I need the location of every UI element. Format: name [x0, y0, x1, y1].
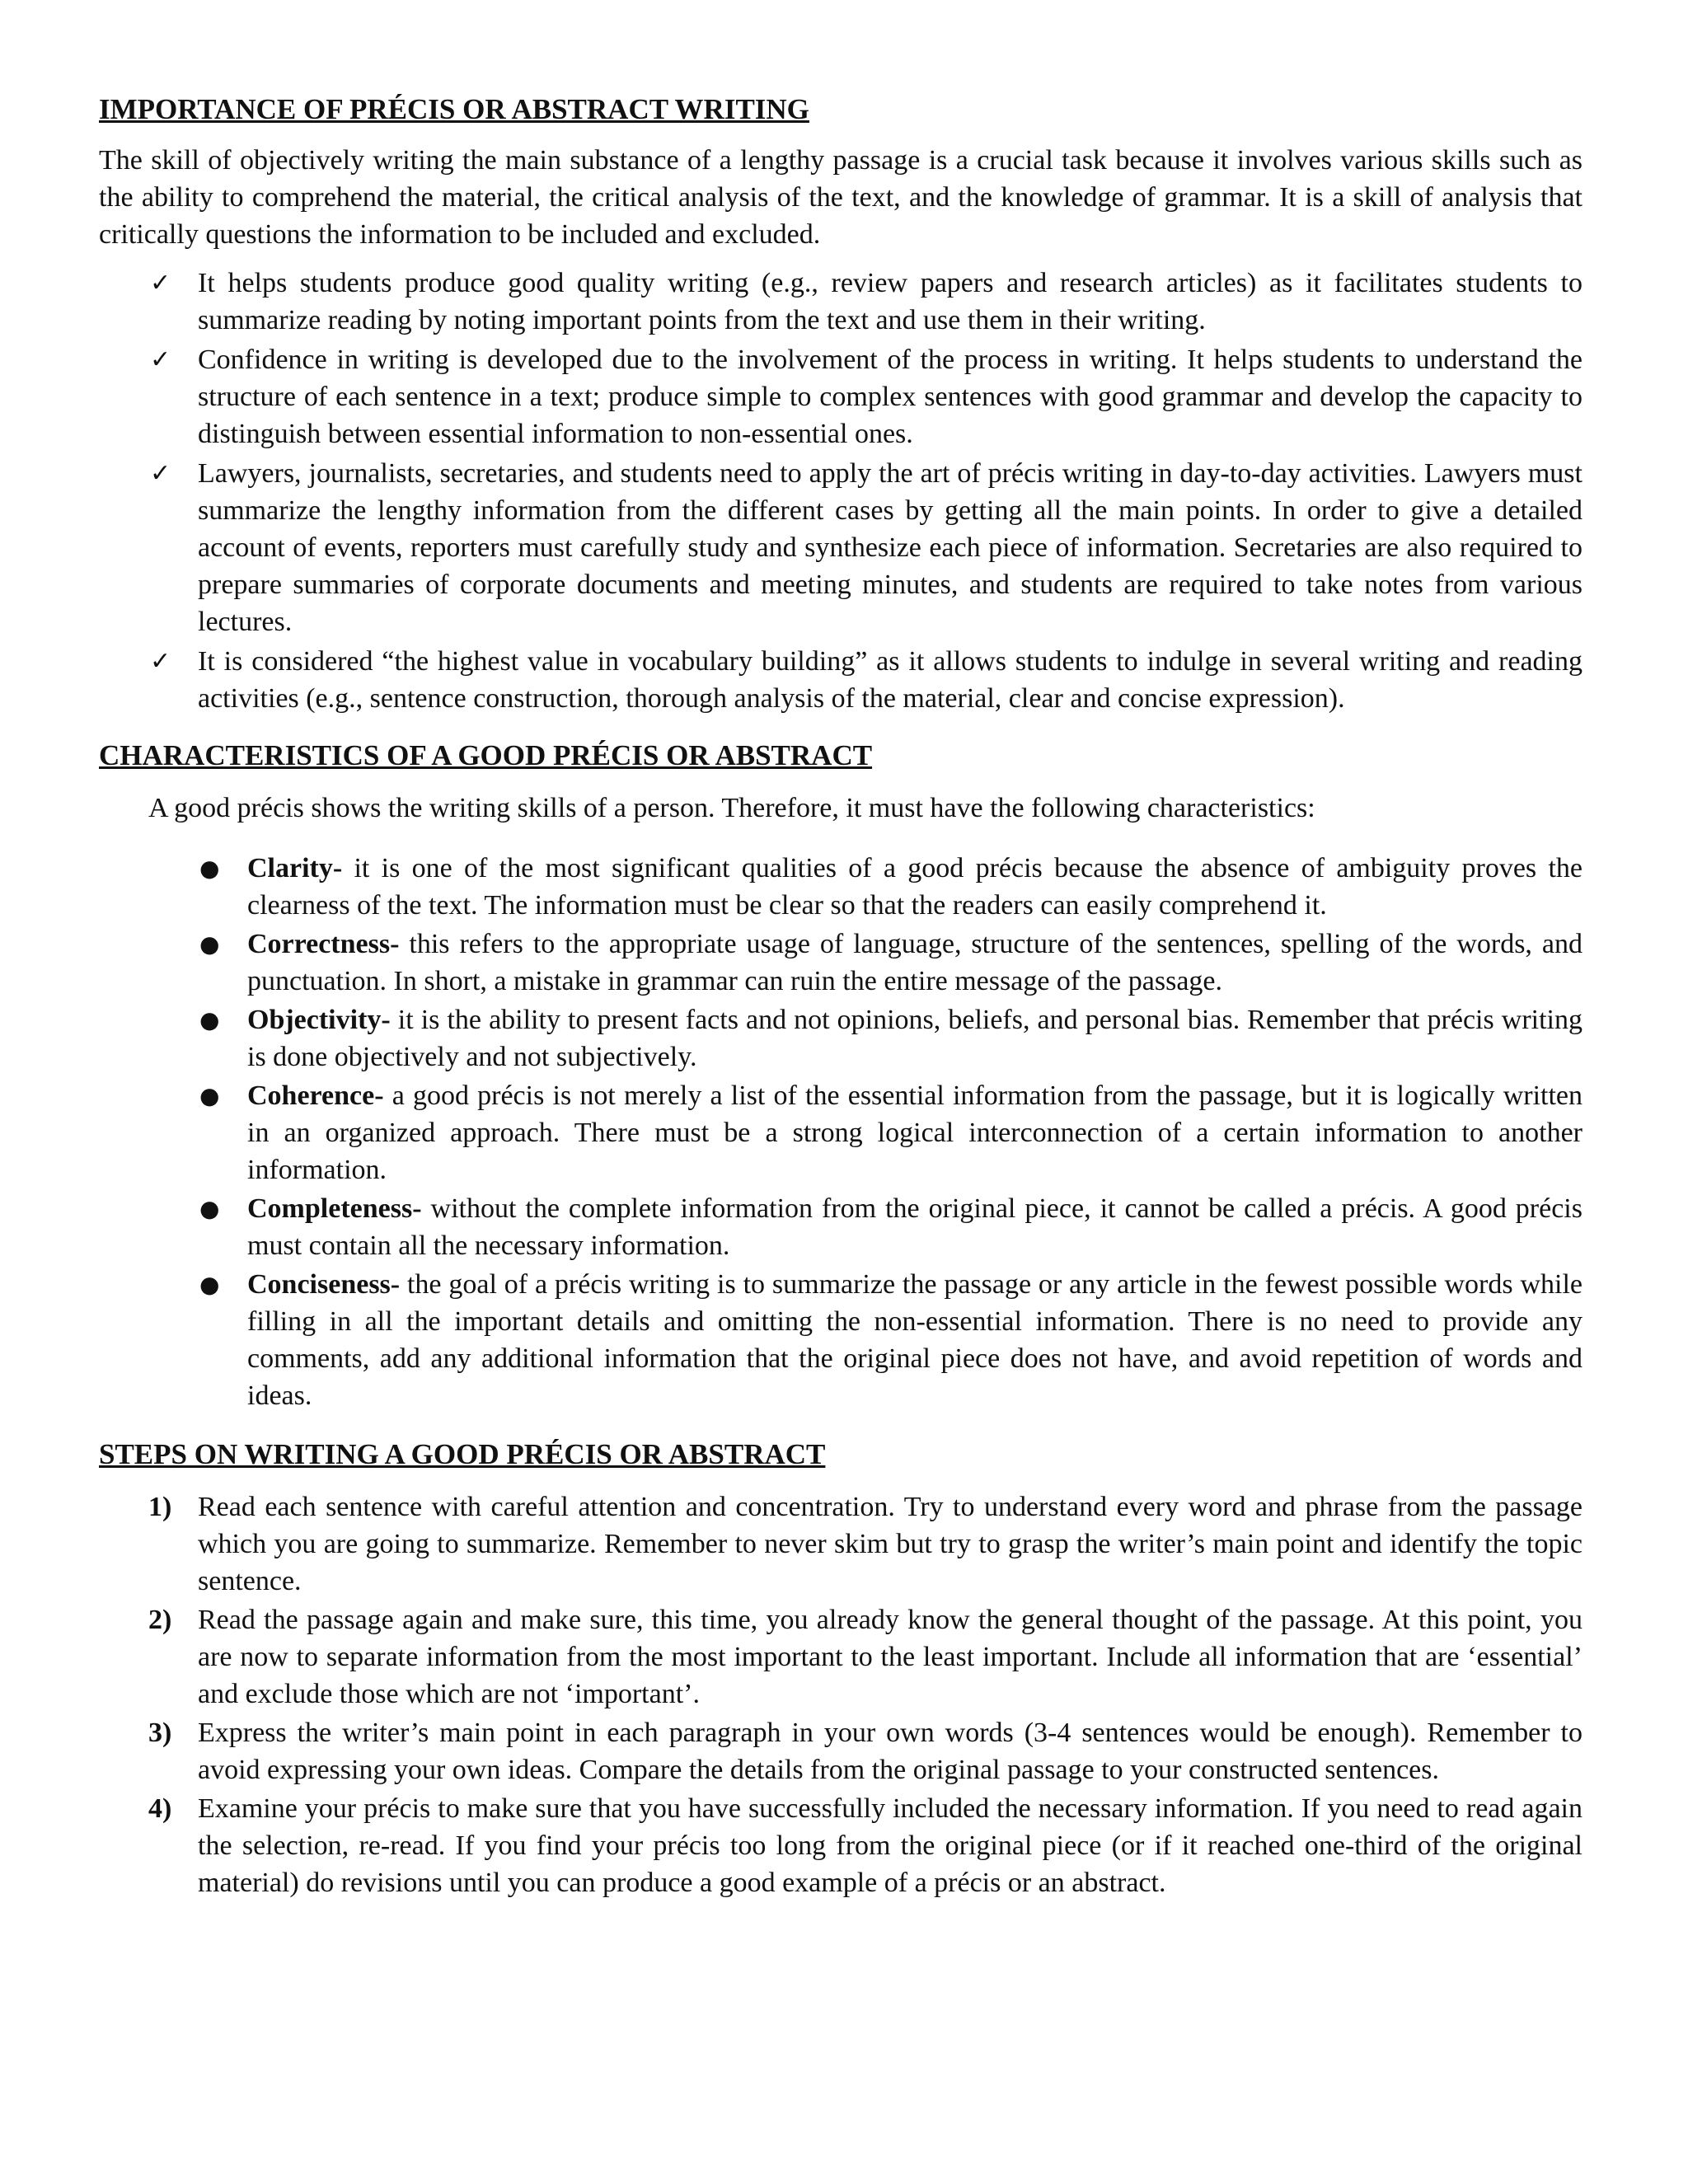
characteristics-list: [99, 850, 1582, 1414]
bullet-icon: ●: [199, 1195, 220, 1222]
term-description: a good précis is not merely a list of the essential information from the passage, but it is logically written in an organized approach. There must be a strong logical interconnection of a certain information to another information.: [247, 1080, 1582, 1185]
bullet-icon: ●: [199, 1271, 220, 1298]
list-item: [99, 1077, 1582, 1188]
checkmark-icon: ✓: [150, 269, 171, 298]
list-item: [99, 341, 1582, 452]
importance-heading: IMPORTANCE OF PRÉCIS OR ABSTRACT WRITING: [99, 93, 809, 125]
step-number: 2): [148, 1605, 172, 1635]
term-label: Coherence-: [247, 1080, 384, 1111]
term-description: it is one of the most significant qualities of a good précis because the absence of ambiguity proves the clearness of the text. The information must be clear so that the readers can easily comprehend it.: [247, 853, 1582, 921]
step-text: Examine your précis to make sure that you have successfully included the necessary information. If you need to read again the selection, re-read. If you find your précis too long from the original piece (or if it reached one-third of the original material) do revisions until you can produce a good example of a précis or an abstract.: [198, 1793, 1582, 1898]
list-item-text: Confidence in writing is developed due to the involvement of the process in writing. It helps students to understand the structure of each sentence in a text; produce simple to complex sentences with good grammar and develop the capacity to distinguish between essential information to non-essential ones.: [198, 344, 1582, 449]
step-number: 4): [148, 1793, 172, 1824]
checkmark-icon: ✓: [150, 459, 171, 488]
list-item: [99, 926, 1582, 1000]
step-text: Read the passage again and make sure, this time, you already know the general thought of the passage. At this point, you are now to separate information from the most important to the least important. Include all information that are ‘essential’ and exclude those which are not ‘important’.: [198, 1605, 1582, 1709]
bullet-icon: ●: [199, 930, 220, 958]
steps-heading: STEPS ON WRITING A GOOD PRÉCIS OR ABSTRACT: [99, 1438, 826, 1470]
list-item: [99, 1790, 1582, 1901]
list-item: [99, 1001, 1582, 1076]
term-description: this refers to the appropriate usage of language, structure of the sentences, spelling of the words, and punctuation. In short, a mistake in grammar can ruin the entire message of the passage.: [247, 929, 1582, 996]
checkmark-icon: ✓: [150, 647, 171, 676]
list-item: [99, 1266, 1582, 1414]
importance-intro: The skill of objectively writing the main substance of a lengthy passage is a crucial task because it involves various skills such as the ability to comprehend the material, the critical analysis of the text, and the knowledge of grammar. It is a skill of analysis that critically questions the information to be included and excluded.: [99, 145, 1582, 250]
steps-section: [99, 1436, 1582, 1901]
term-label: Clarity-: [247, 853, 343, 883]
bullet-icon: ●: [199, 855, 220, 882]
checkmark-icon: ✓: [150, 345, 171, 374]
characteristics-intro: A good précis shows the writing skills of a person. Therefore, it must have the following characteristics:: [148, 793, 1315, 823]
importance-section: [99, 91, 1582, 717]
characteristics-heading: CHARACTERISTICS OF A GOOD PRÉCIS OR ABSTRACT: [99, 739, 873, 771]
bullet-icon: ●: [199, 1006, 220, 1033]
list-item: [99, 265, 1582, 339]
bullet-icon: ●: [199, 1082, 220, 1109]
list-item: [99, 850, 1582, 924]
steps-list: [99, 1488, 1582, 1901]
term-description: the goal of a précis writing is to summarize the passage or any article in the fewest possible words while filling in all the important details and omitting the non-essential information. There is no need to provide any comments, add any additional information that the original piece does not have, and avoid repetition of words and ideas.: [247, 1269, 1582, 1411]
list-item: [99, 1190, 1582, 1264]
step-number: 1): [148, 1492, 172, 1522]
term-label: Completeness-: [247, 1193, 422, 1224]
list-item: [99, 643, 1582, 717]
term-label: Correctness-: [247, 929, 400, 959]
step-number: 3): [148, 1718, 172, 1748]
step-text: Express the writer’s main point in each paragraph in your own words (3-4 sentences would be enough). Remember to avoid expressing your own ideas. Compare the details from the original passage to your constructed sentences.: [198, 1718, 1582, 1785]
importance-list: [99, 265, 1582, 717]
term-description: it is the ability to present facts and not opinions, beliefs, and personal bias. Remember that précis writing is done objectively and not subjectively.: [247, 1005, 1582, 1072]
list-item: [99, 455, 1582, 640]
list-item: [99, 1714, 1582, 1788]
list-item-text: It helps students produce good quality writing (e.g., review papers and research articles) as it facilitates students to summarize reading by noting important points from the text and use them in their writing.: [198, 268, 1582, 335]
document-page: [99, 91, 1582, 1903]
list-item: [99, 1488, 1582, 1600]
term-label: Objectivity-: [247, 1005, 391, 1035]
step-text: Read each sentence with careful attention and concentration. Try to understand every word and phrase from the passage which you are going to summarize. Remember to never skim but try to grasp the writer’s main point and identify the topic sentence.: [198, 1492, 1582, 1596]
list-item-text: It is considered “the highest value in vocabulary building” as it allows students to indulge in several writing and reading activities (e.g., sentence construction, thorough analysis of the material, clear and concise expression).: [198, 646, 1582, 714]
term-label: Conciseness-: [247, 1269, 401, 1300]
term-description: without the complete information from the original piece, it cannot be called a précis. A good précis must contain all the necessary information.: [247, 1193, 1582, 1261]
list-item-text: Lawyers, journalists, secretaries, and students need to apply the art of précis writing in day-to-day activities. Lawyers must summarize the lengthy information from the different cases by getting all the main points. In order to give a detailed account of events, reporters must carefully study and synthesize each piece of information. Secretaries are also required to prepare summaries of corporate documents and meeting minutes, and students are required to take notes from various lectures.: [198, 458, 1582, 637]
list-item: [99, 1601, 1582, 1713]
characteristics-section: [99, 737, 1582, 1414]
